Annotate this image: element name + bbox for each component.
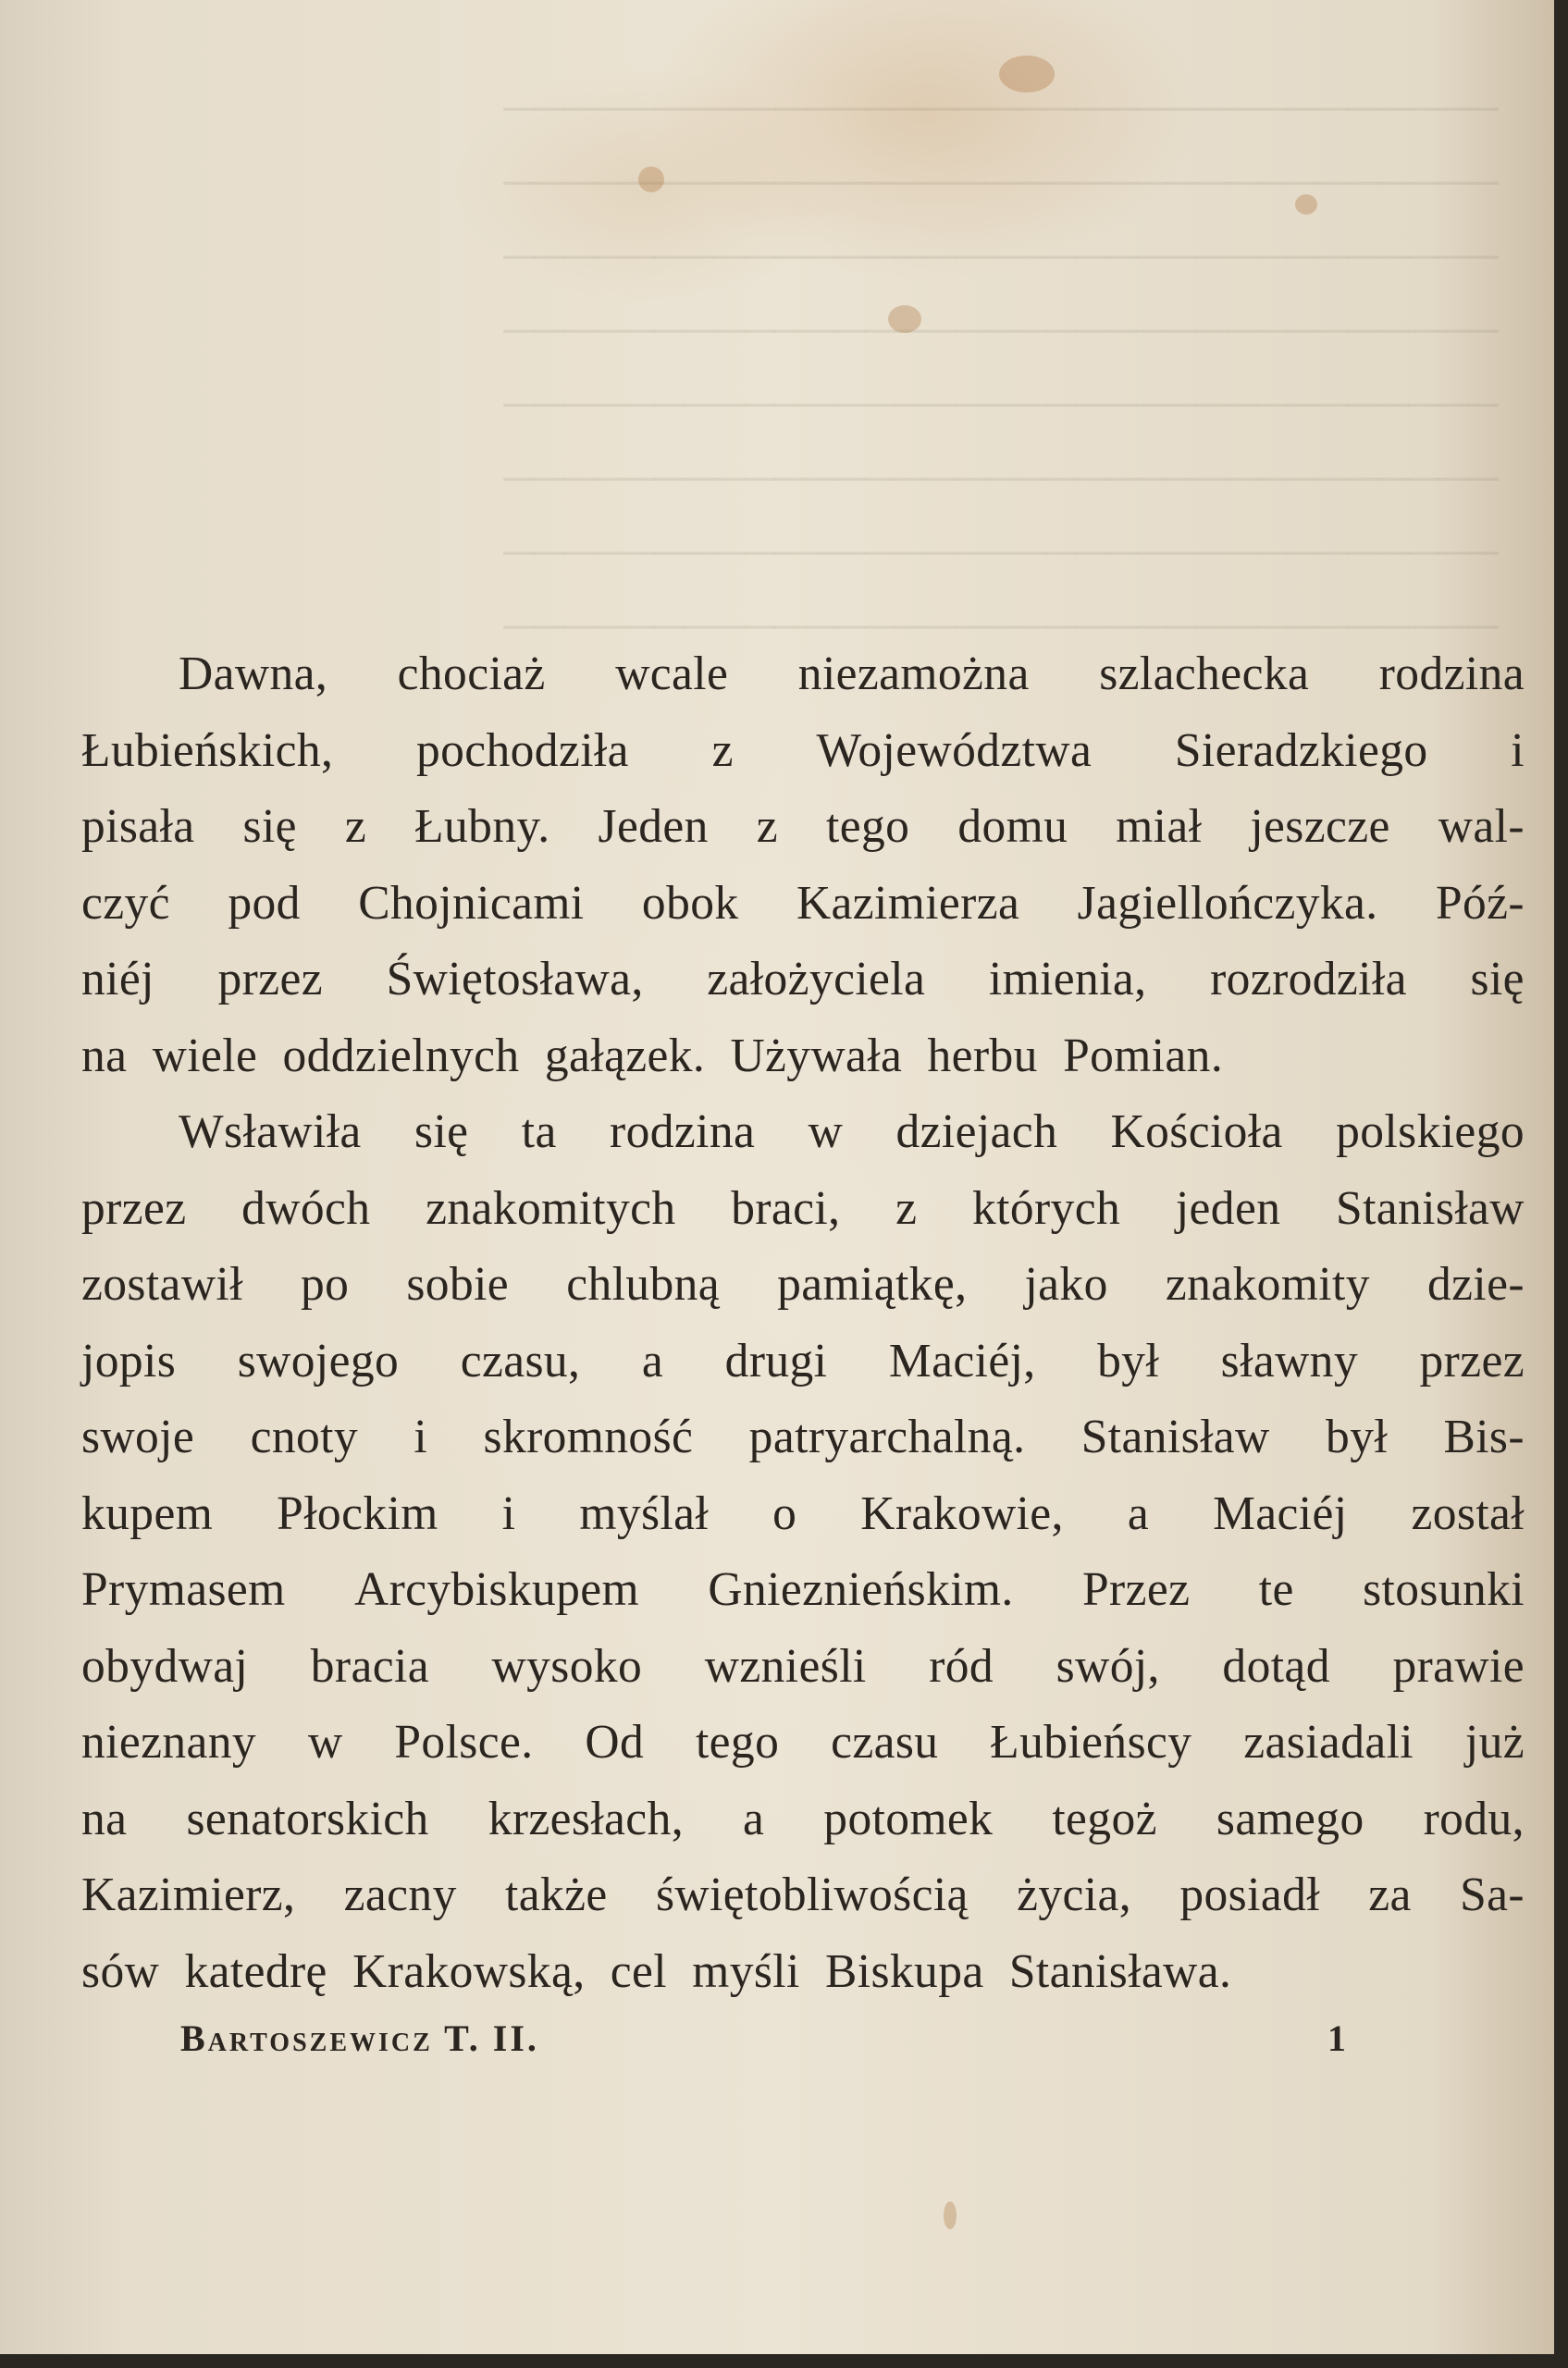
word: jako <box>1024 1258 1108 1311</box>
word: się <box>414 1105 469 1158</box>
word: i <box>501 1486 516 1540</box>
word: Łubny. <box>414 800 550 853</box>
word: cnoty <box>250 1411 358 1463</box>
word: Stanisław <box>1080 1411 1270 1463</box>
word: się <box>1470 953 1525 1005</box>
word: przez <box>1419 1334 1525 1388</box>
word: skromność <box>483 1411 694 1463</box>
word: Świętosława, <box>386 953 644 1005</box>
word: Krakowie, <box>860 1486 1064 1540</box>
text-line <box>81 1476 1525 1553</box>
word: braci, <box>731 1181 841 1235</box>
word: ród <box>929 1639 994 1693</box>
word: Kazimierza <box>796 876 1020 930</box>
word: Stanisław <box>1336 1181 1525 1235</box>
text-line <box>81 1094 1525 1171</box>
word: Chojnicami <box>358 876 585 930</box>
word: a <box>1127 1486 1150 1540</box>
word: Łubieńscy <box>990 1716 1192 1769</box>
text-line <box>81 1247 1525 1324</box>
word: potomek <box>823 1792 994 1845</box>
word: obydwaj <box>81 1639 249 1693</box>
text-line <box>81 1629 1525 1706</box>
word: życia, <box>1017 1868 1132 1921</box>
foxing-stain <box>638 166 664 192</box>
word: bracia <box>310 1639 429 1693</box>
word: był <box>1097 1334 1160 1388</box>
word: dzie- <box>1426 1258 1525 1311</box>
word: polskiego <box>1336 1105 1525 1158</box>
word: obok <box>641 876 739 930</box>
word: których <box>972 1181 1121 1235</box>
text-line: sów katedrę Krakowską, cel myśli Biskupa Stanisława. <box>81 1944 1232 1998</box>
foxing-stain <box>999 56 1055 92</box>
word: posiadł <box>1179 1868 1320 1921</box>
word: wal- <box>1438 800 1525 853</box>
word: senatorskich <box>186 1792 429 1845</box>
word: przez <box>81 1181 187 1235</box>
word: niezamożna <box>797 648 1030 700</box>
word: tego <box>695 1716 780 1769</box>
word: znakomitych <box>426 1181 676 1235</box>
word: Sa- <box>1460 1868 1525 1921</box>
word: wznieśli <box>704 1639 867 1693</box>
word: Przez <box>1082 1563 1191 1616</box>
word: samego <box>1216 1792 1364 1845</box>
word: domu <box>957 800 1068 853</box>
text-line <box>81 713 1525 790</box>
word: zacny <box>343 1868 457 1921</box>
word: w <box>808 1105 844 1158</box>
word: znakomity <box>1165 1258 1370 1311</box>
word: z <box>711 723 734 777</box>
word: pod <box>228 876 301 930</box>
text-line: na wiele oddzielnych gałązek. Używała herbu Pomian. <box>81 1029 1224 1082</box>
word: nieznany <box>81 1716 257 1769</box>
word: rozrodziła <box>1210 953 1407 1005</box>
page-footer <box>180 2016 1346 2060</box>
word: krzesłach, <box>488 1792 684 1845</box>
paragraph <box>81 1094 1525 2010</box>
body-text <box>81 636 1525 2010</box>
word: Dawna, <box>179 648 328 700</box>
word: się <box>242 800 297 853</box>
word: za <box>1368 1868 1412 1921</box>
word: został <box>1411 1486 1525 1540</box>
word: po <box>300 1258 350 1311</box>
word: Maciéj, <box>888 1334 1036 1388</box>
word: Sieradzkiego <box>1174 723 1428 777</box>
word: swojego <box>237 1334 400 1388</box>
word: założyciela <box>707 953 926 1005</box>
word: przez <box>217 953 323 1005</box>
word: chlubną <box>566 1258 721 1311</box>
word: z <box>895 1181 918 1235</box>
word: niéj <box>81 953 154 1005</box>
word: czasu, <box>460 1334 581 1388</box>
word: prawie <box>1392 1639 1525 1693</box>
word: te <box>1258 1563 1294 1616</box>
page-number: 1 <box>1327 2017 1346 2059</box>
word: Łubieńskich, <box>81 723 334 777</box>
bleed-through-text: ───────────────────────────────── <box>503 454 1499 501</box>
foxing-stain <box>888 305 921 333</box>
word: wcale <box>615 648 729 700</box>
word: także <box>505 1868 608 1921</box>
word: czasu <box>831 1716 939 1769</box>
word: tego <box>826 800 910 853</box>
word: Od <box>585 1716 645 1769</box>
word: pisała <box>81 800 195 853</box>
word: Arcybiskupem <box>353 1563 640 1616</box>
text-line <box>81 942 1525 1018</box>
text-line <box>81 1782 1525 1858</box>
signature-mark: Bartoszewicz T. II. <box>180 2017 539 2059</box>
text-line <box>81 1705 1525 1782</box>
word: Płockim <box>277 1486 438 1540</box>
word: sławny <box>1220 1334 1358 1388</box>
word: wysoko <box>491 1639 643 1693</box>
word: i <box>1511 723 1525 777</box>
word: swoje <box>81 1411 195 1463</box>
word: sobie <box>406 1258 510 1311</box>
word: dziejach <box>895 1105 1058 1158</box>
bleed-through-text: ───────────────────────────────── <box>503 306 1499 353</box>
word: na <box>81 1792 128 1845</box>
word: chociaż <box>397 648 546 700</box>
word: jeszcze <box>1250 800 1390 853</box>
bleed-through-text: ───────────────────────────────── <box>503 380 1499 427</box>
word: jopis <box>81 1334 177 1388</box>
word: pamiątkę, <box>777 1258 968 1311</box>
word: o <box>772 1486 797 1540</box>
bleed-through-text: ───────────────────────────────── <box>503 602 1499 649</box>
word: tegoż <box>1052 1792 1157 1845</box>
word: już <box>1464 1716 1525 1769</box>
word: Jeden <box>598 800 709 853</box>
word: a <box>743 1792 765 1845</box>
word: patryarchalną. <box>748 1411 1026 1463</box>
foxing-stain <box>944 2202 957 2229</box>
bleed-through-text: ───────────────────────────────── <box>503 232 1499 279</box>
text-line <box>81 866 1525 943</box>
word: myślał <box>579 1486 710 1540</box>
word: Kazimierz, <box>81 1868 296 1921</box>
word: świętobliwością <box>655 1868 969 1921</box>
text-line <box>81 1324 1525 1400</box>
word: Póź- <box>1435 876 1525 930</box>
text-line <box>81 636 1525 713</box>
word: był <box>1326 1411 1389 1463</box>
word: czyć <box>81 876 170 930</box>
word: Wsławiła <box>179 1105 362 1158</box>
word: dwóch <box>241 1181 371 1235</box>
word: Prymasem <box>81 1563 286 1616</box>
word: miał <box>1116 800 1203 853</box>
text-line <box>81 1171 1525 1248</box>
bleed-through-text: ───────────────────────────────── <box>503 528 1499 575</box>
text-line <box>81 1552 1525 1629</box>
foxing-stain <box>1295 194 1317 215</box>
word: kupem <box>81 1486 214 1540</box>
word: swój, <box>1056 1639 1160 1693</box>
word: Maciéj <box>1213 1486 1348 1540</box>
word: Gnieznieńskim. <box>708 1563 1014 1616</box>
word: ta <box>521 1105 557 1158</box>
word: z <box>756 800 779 853</box>
word: zasiadali <box>1243 1716 1414 1769</box>
word: Województwa <box>816 723 1093 777</box>
word: Polsce. <box>394 1716 534 1769</box>
word: szlachecka <box>1099 648 1310 700</box>
word: jeden <box>1175 1181 1281 1235</box>
word: rodzina <box>1378 648 1525 700</box>
word: Bis- <box>1443 1411 1525 1463</box>
word: rodu, <box>1423 1792 1525 1845</box>
text-line <box>81 789 1525 866</box>
word: w <box>307 1716 343 1769</box>
word: z <box>344 800 367 853</box>
bleed-through-text: ───────────────────────────────── <box>503 84 1499 131</box>
word: drugi <box>724 1334 828 1388</box>
word: stosunki <box>1363 1563 1525 1616</box>
word: Jagiellończyka. <box>1077 876 1378 930</box>
word: dotąd <box>1222 1639 1330 1693</box>
bleed-through-text: ───────────────────────────────── <box>503 158 1499 205</box>
word: a <box>641 1334 664 1388</box>
text-line <box>81 1400 1525 1476</box>
word: pochodziła <box>415 723 629 777</box>
word: zostawił <box>81 1258 243 1311</box>
word: rodzina <box>610 1105 756 1158</box>
word: Kościoła <box>1110 1105 1283 1158</box>
text-line <box>81 1857 1525 1934</box>
paragraph <box>81 636 1525 1094</box>
word: imienia, <box>988 953 1147 1005</box>
word: i <box>414 1411 428 1463</box>
